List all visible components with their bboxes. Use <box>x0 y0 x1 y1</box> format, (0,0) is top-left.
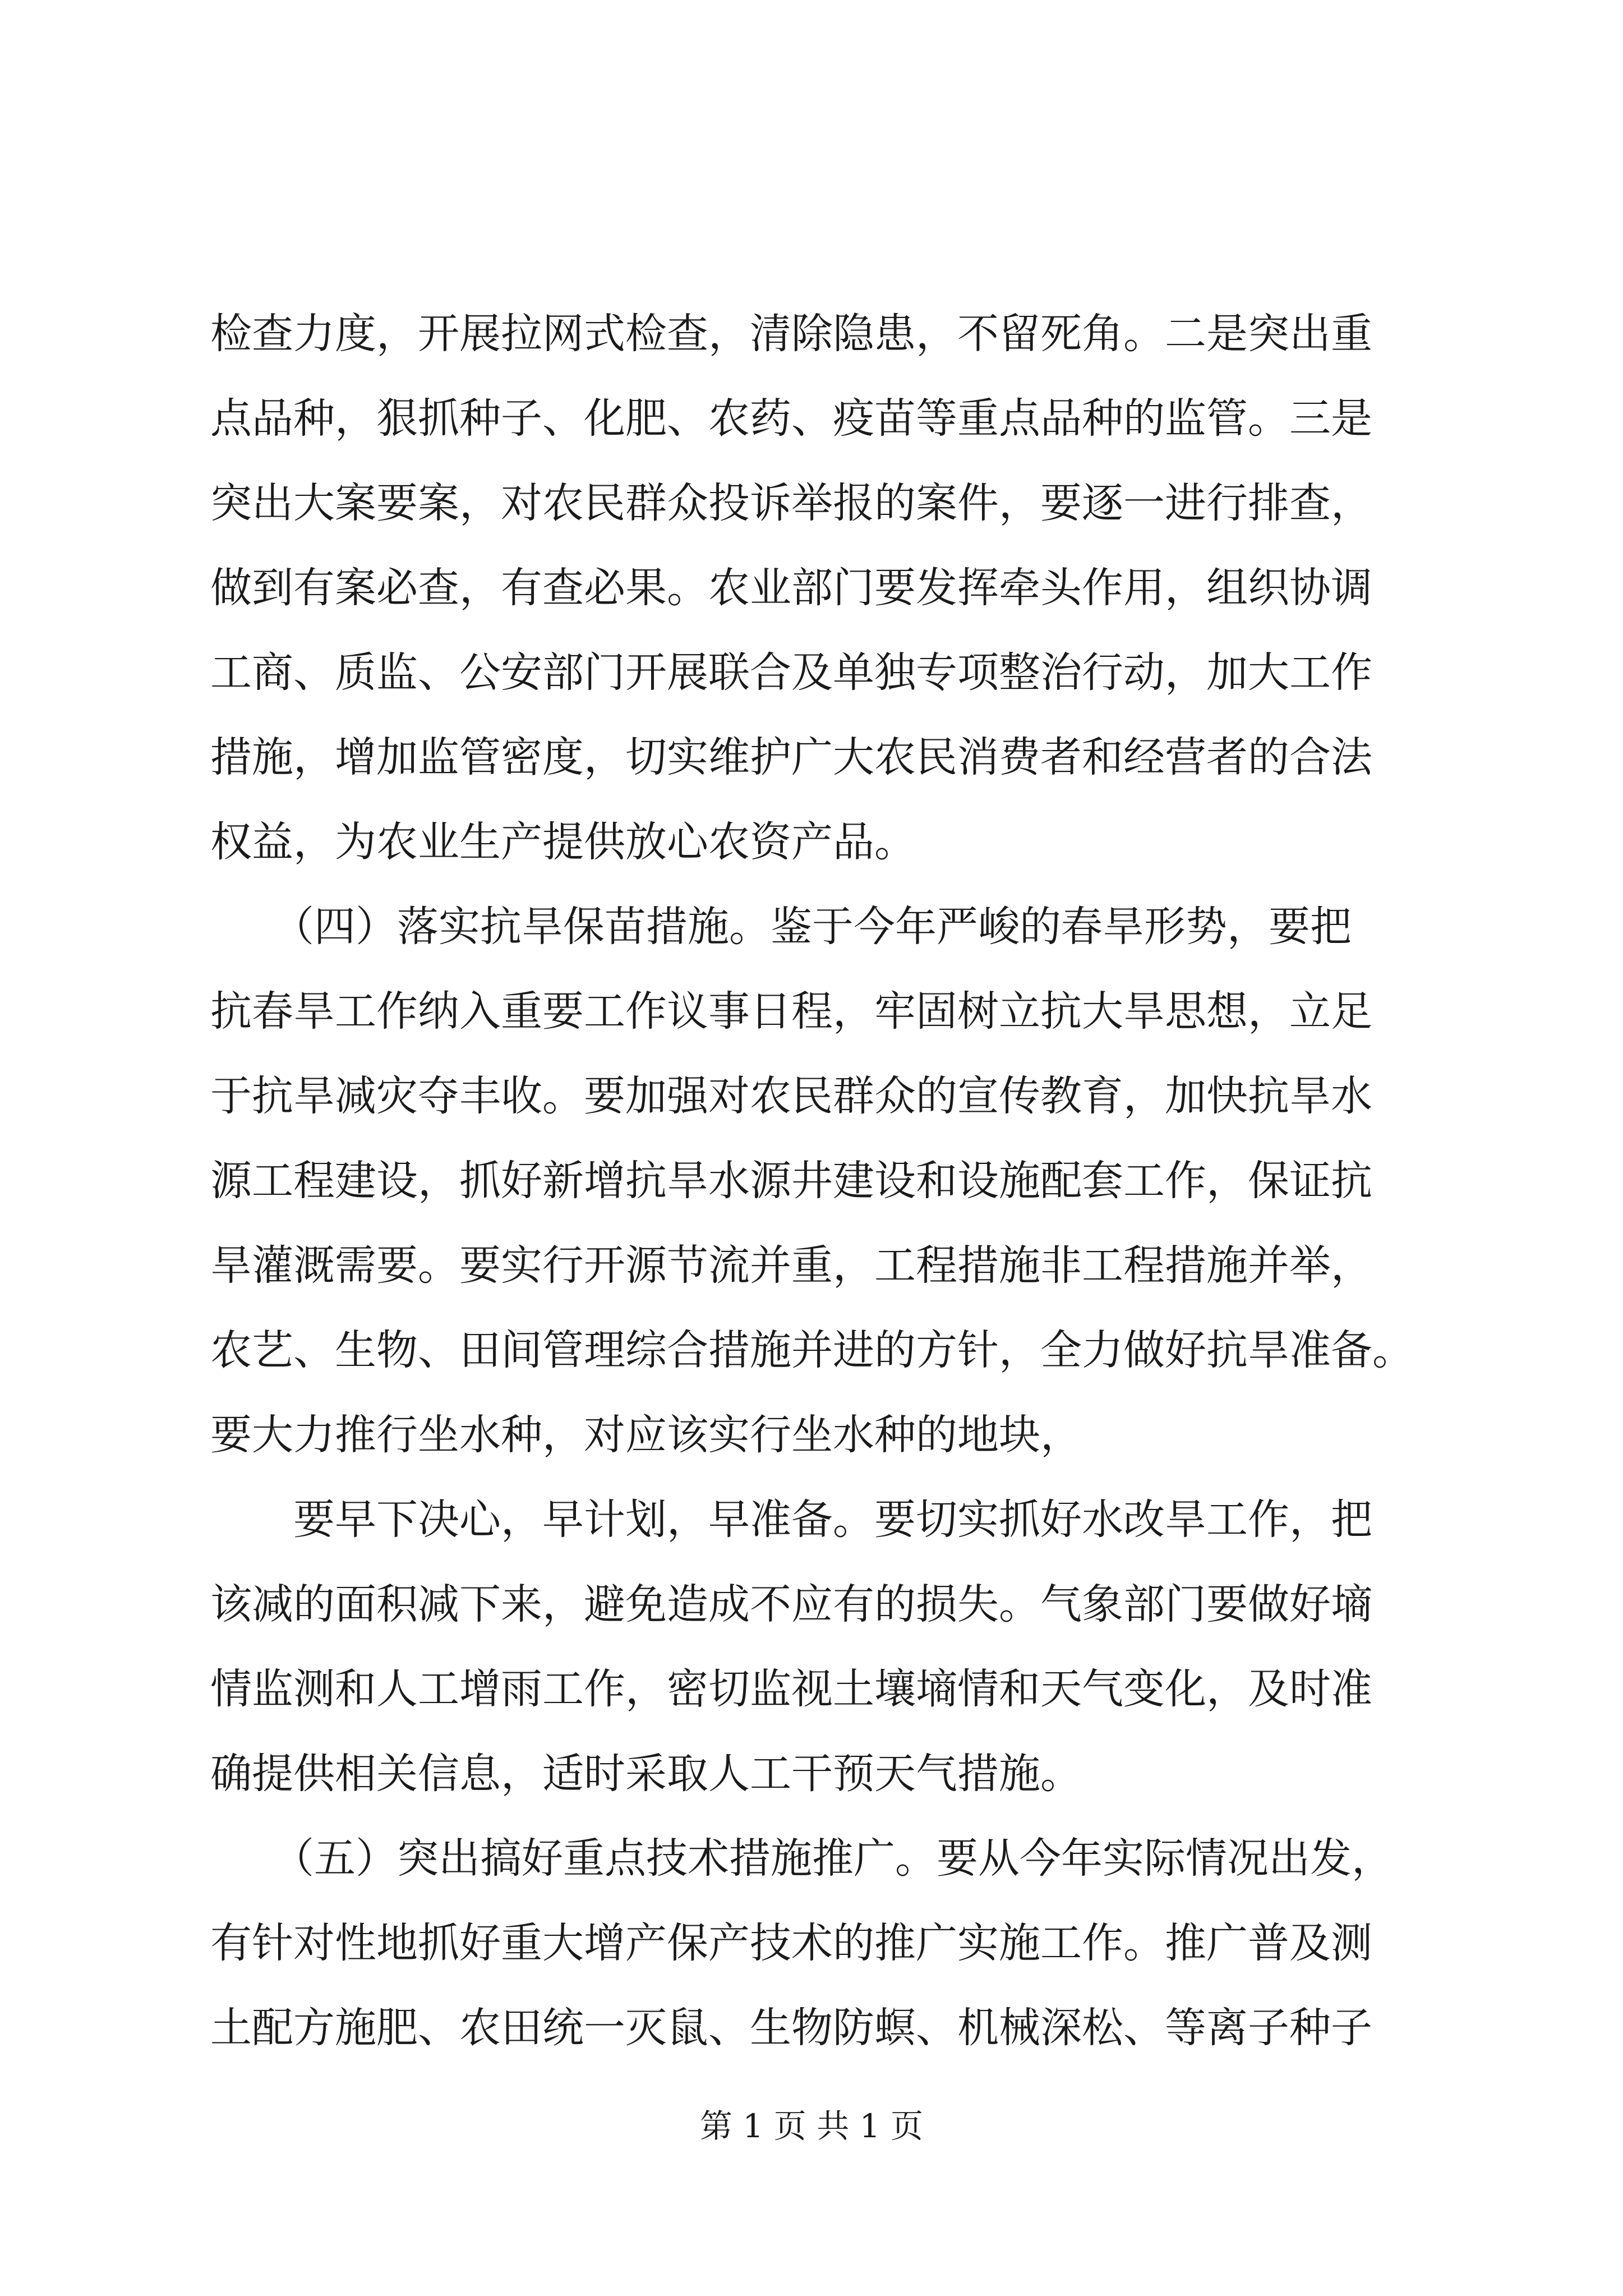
text-line: 农艺、生物、田间管理综合措施并进的方针，全力做好抗旱准备。 <box>210 1326 1414 1374</box>
paragraph-start-line: （五）突出搞好重点技术措施推广。要从今年实际情况出发， <box>210 1834 1393 1883</box>
text-line: 做到有案必查，有查必果。农业部门要发挥牵头作用，组织协调 <box>210 564 1372 612</box>
text-line: 抗春旱工作纳入重要工作议事日程，牢固树立抗大旱思想，立足 <box>210 987 1372 1036</box>
text-line: 确提供相关信息，适时采取人工干预天气措施。 <box>210 1750 1082 1798</box>
text-line: 要大力推行坐水种，对应该实行坐水种的地块， <box>210 1411 1082 1459</box>
text-line: 措施，增加监管密度，切实维护广大农民消费者和经营者的合法 <box>210 733 1372 781</box>
text-line: 权益，为农业生产提供放心农资产品。 <box>210 818 916 866</box>
text-line: 检查力度，开展拉网式检查，清除隐患，不留死角。二是突出重 <box>210 310 1372 358</box>
text-line: 点品种，狠抓种子、化肥、农药、疫苗等重点品种的监管。三是 <box>210 394 1372 443</box>
document-body <box>210 292 1416 2070</box>
text-line: 旱灌溉需要。要实行开源节流并重，工程措施非工程措施并举， <box>210 1241 1372 1290</box>
text-line: 该减的面积减下来，避免造成不应有的损失。气象部门要做好墒 <box>210 1580 1372 1628</box>
text-line: 于抗旱减灾夺丰收。要加强对农民群众的宣传教育，加快抗旱水 <box>210 1072 1372 1120</box>
text-line: 有针对性地抓好重大增产保产技术的推广实施工作。推广普及测 <box>210 1919 1372 1967</box>
paragraph-start-line: 要早下决心，早计划，早准备。要切实抓好水改旱工作，把 <box>210 1496 1372 1544</box>
page-footer: 第 1 页 共 1 页 <box>700 2107 923 2145</box>
paragraph-start-line: （四）落实抗旱保苗措施。鉴于今年严峻的春旱形势，要把 <box>210 903 1352 951</box>
text-line: 工商、质监、公安部门开展联合及单独专项整治行动，加大工作 <box>210 648 1372 697</box>
text-line: 土配方施肥、农田统一灭鼠、生物防螟、机械深松、等离子种子 <box>210 2004 1372 2052</box>
text-line: 源工程建设，抓好新增抗旱水源井建设和设施配套工作，保证抗 <box>210 1157 1372 1205</box>
text-line: 突出大案要案，对农民群众投诉举报的案件，要逐一进行排查， <box>210 479 1372 527</box>
text-line: 情监测和人工增雨工作，密切监视土壤墒情和天气变化，及时准 <box>210 1665 1372 1713</box>
